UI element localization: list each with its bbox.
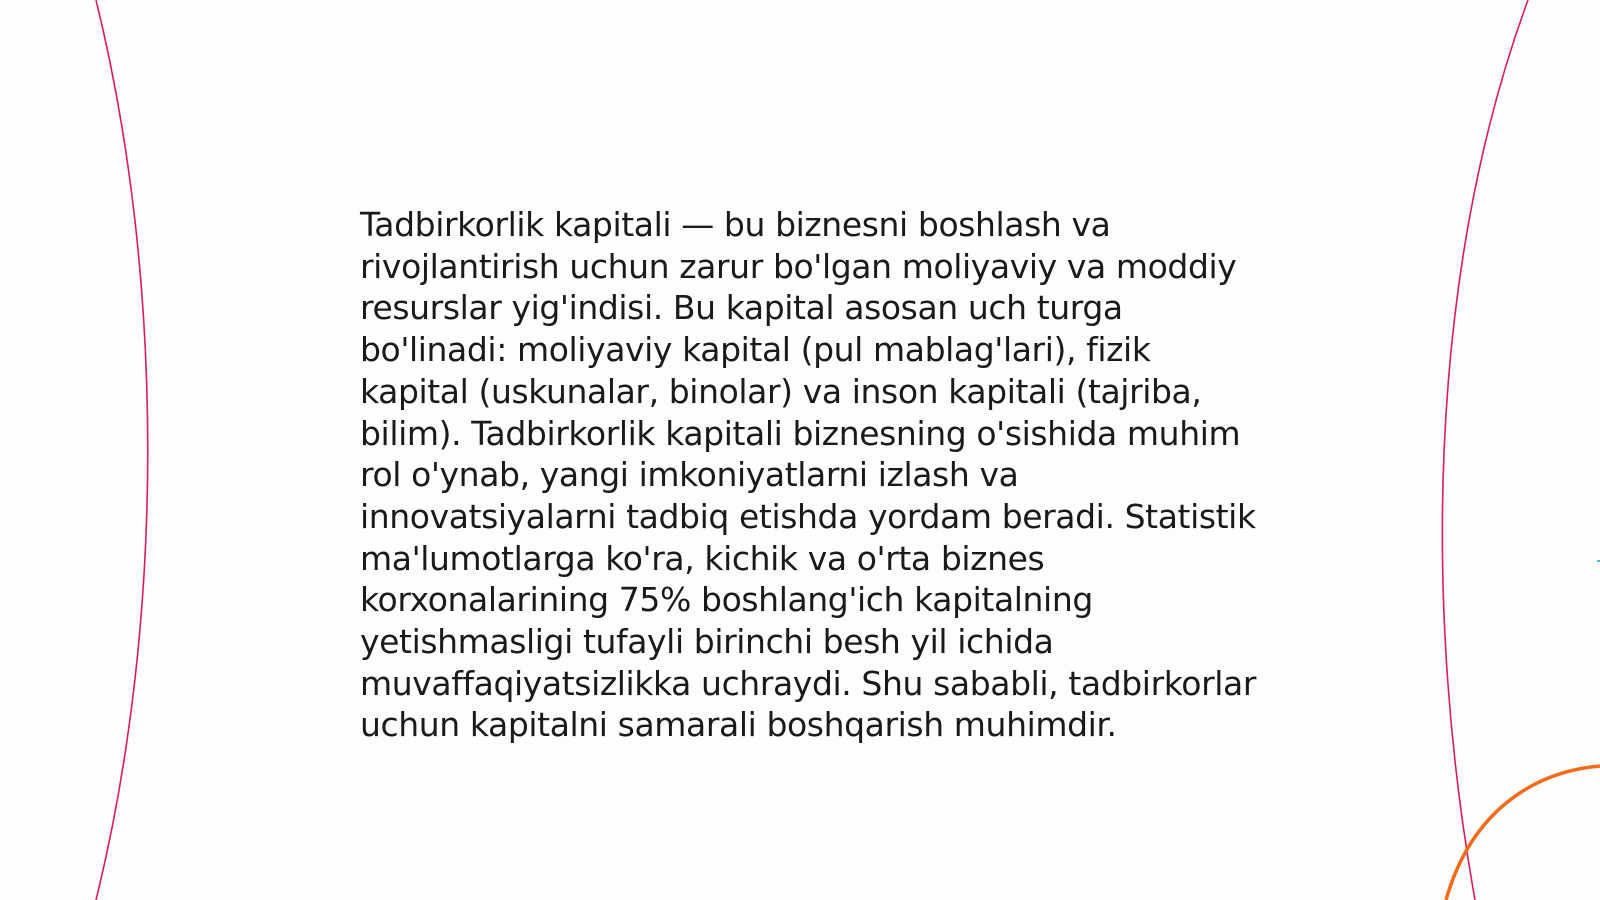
accent-arc bbox=[1446, 766, 1600, 900]
right-curve-line bbox=[1442, 0, 1528, 900]
left-curve-line bbox=[96, 0, 148, 900]
body-paragraph: Tadbirkorlik kapitali — bu biznesni boshlash va rivojlantirish uchun zarur bo'lgan moliyaviy va moddiy resurslar yig'indisi. Bu kapital asosan uch turga bo'linadi: moliyaviy kapital (pul mablag'lari), fizik kapital (uskunalar, binolar) va inson kapitali (tajriba, bilim). Tadbirkorlik kapitali biznesning o'sishida muhim rol o'ynab, yangi imkoniyatlarni izlash va innovatsiyalarni tadbiq etishda yordam beradi. Statistik ma'lumotlarga ko'ra, kichik va o'rta biznes korxonalarining 75% boshlang'ich kapitalning yetishmasligi tufayli birinchi besh yil ichida muvaffaqiyatsizlikka uchraydi. Shu sababli, tadbirkorlar uchun kapitalni samarali boshqarish muhimdir. bbox=[360, 205, 1256, 745]
